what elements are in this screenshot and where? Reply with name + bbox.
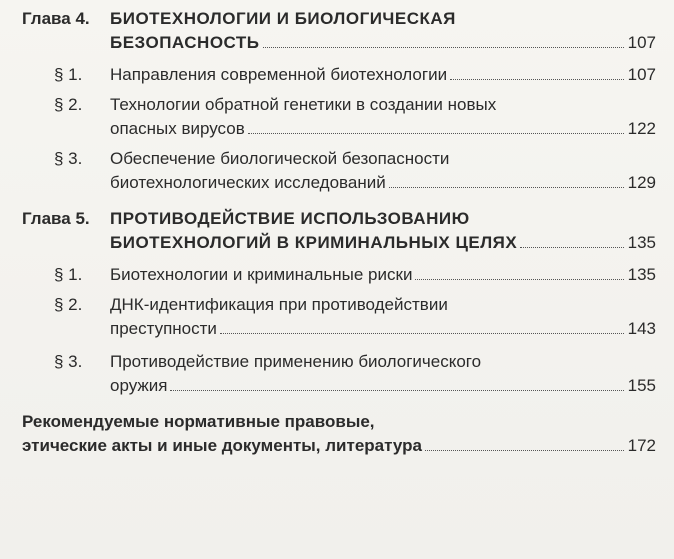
chapter-5-title-line1: ПРОТИВОДЕЙСТВИЕ ИСПОЛЬЗОВАНИЮ bbox=[110, 209, 470, 228]
toc-section-entry bbox=[110, 63, 656, 87]
toc-section-entry bbox=[110, 93, 656, 141]
chapter-4-title bbox=[110, 7, 656, 55]
chapter-5-page: 135 bbox=[627, 233, 656, 252]
toc-section-entry bbox=[110, 147, 656, 195]
section-title-cont: биотехнологических исследований bbox=[110, 173, 386, 192]
dot-leader bbox=[263, 47, 624, 48]
section-title: Направления современной биотехнологии bbox=[110, 65, 448, 84]
section-title: Биотехнологии и криминальные риски bbox=[110, 265, 413, 284]
chapter-4-page: 107 bbox=[627, 33, 656, 52]
section-page: 143 bbox=[627, 319, 656, 338]
section-title: Противодействие применению биологического bbox=[110, 352, 482, 371]
section-title-cont: оружия bbox=[110, 376, 168, 395]
chapter-5-title-line2: БИОТЕХНОЛОГИЙ В КРИМИНАЛЬНЫХ ЦЕЛЯХ bbox=[110, 233, 518, 252]
toc-section-entry bbox=[110, 263, 656, 287]
section-page: 122 bbox=[627, 119, 656, 138]
dot-leader bbox=[450, 79, 624, 80]
section-number: § 2. bbox=[54, 295, 83, 314]
section-page: 107 bbox=[627, 65, 656, 84]
dot-leader bbox=[170, 390, 623, 391]
toc-section-entry bbox=[110, 293, 656, 341]
section-title-cont: опасных вирусов bbox=[110, 119, 245, 138]
references-title-line2: этические акты и иные документы, литература bbox=[22, 436, 422, 455]
chapter-4-title-line1: БИОТЕХНОЛОГИИ И БИОЛОГИЧЕСКАЯ bbox=[110, 9, 456, 28]
section-page: 129 bbox=[627, 173, 656, 192]
chapter-5-label: Глава 5. bbox=[22, 209, 90, 228]
section-page: 135 bbox=[627, 265, 656, 284]
dot-leader bbox=[248, 133, 624, 134]
chapter-4-title-line2: БЕЗОПАСНОСТЬ bbox=[110, 33, 260, 52]
section-title: Обеспечение биологической безопасности bbox=[110, 149, 450, 168]
section-title-cont: преступности bbox=[110, 319, 217, 338]
chapter-4-label: Глава 4. bbox=[22, 9, 90, 28]
section-title: ДНК-идентификация при противодействии bbox=[110, 295, 448, 314]
section-number: § 3. bbox=[54, 352, 83, 371]
references-page: 172 bbox=[627, 436, 656, 455]
section-number: § 1. bbox=[54, 265, 83, 284]
dot-leader bbox=[415, 279, 623, 280]
dot-leader bbox=[220, 333, 624, 334]
section-number: § 1. bbox=[54, 65, 83, 84]
section-number: § 3. bbox=[54, 149, 83, 168]
chapter-5-title bbox=[110, 207, 656, 255]
references-title-line1: Рекомендуемые нормативные правовые, bbox=[22, 412, 375, 431]
references-entry bbox=[22, 410, 656, 458]
section-page: 155 bbox=[627, 376, 656, 395]
section-title: Технологии обратной генетики в создании новых bbox=[110, 95, 497, 114]
dot-leader bbox=[389, 187, 624, 188]
section-number: § 2. bbox=[54, 95, 83, 114]
dot-leader bbox=[425, 450, 624, 451]
toc-section-entry bbox=[110, 350, 656, 398]
dot-leader bbox=[520, 247, 623, 248]
